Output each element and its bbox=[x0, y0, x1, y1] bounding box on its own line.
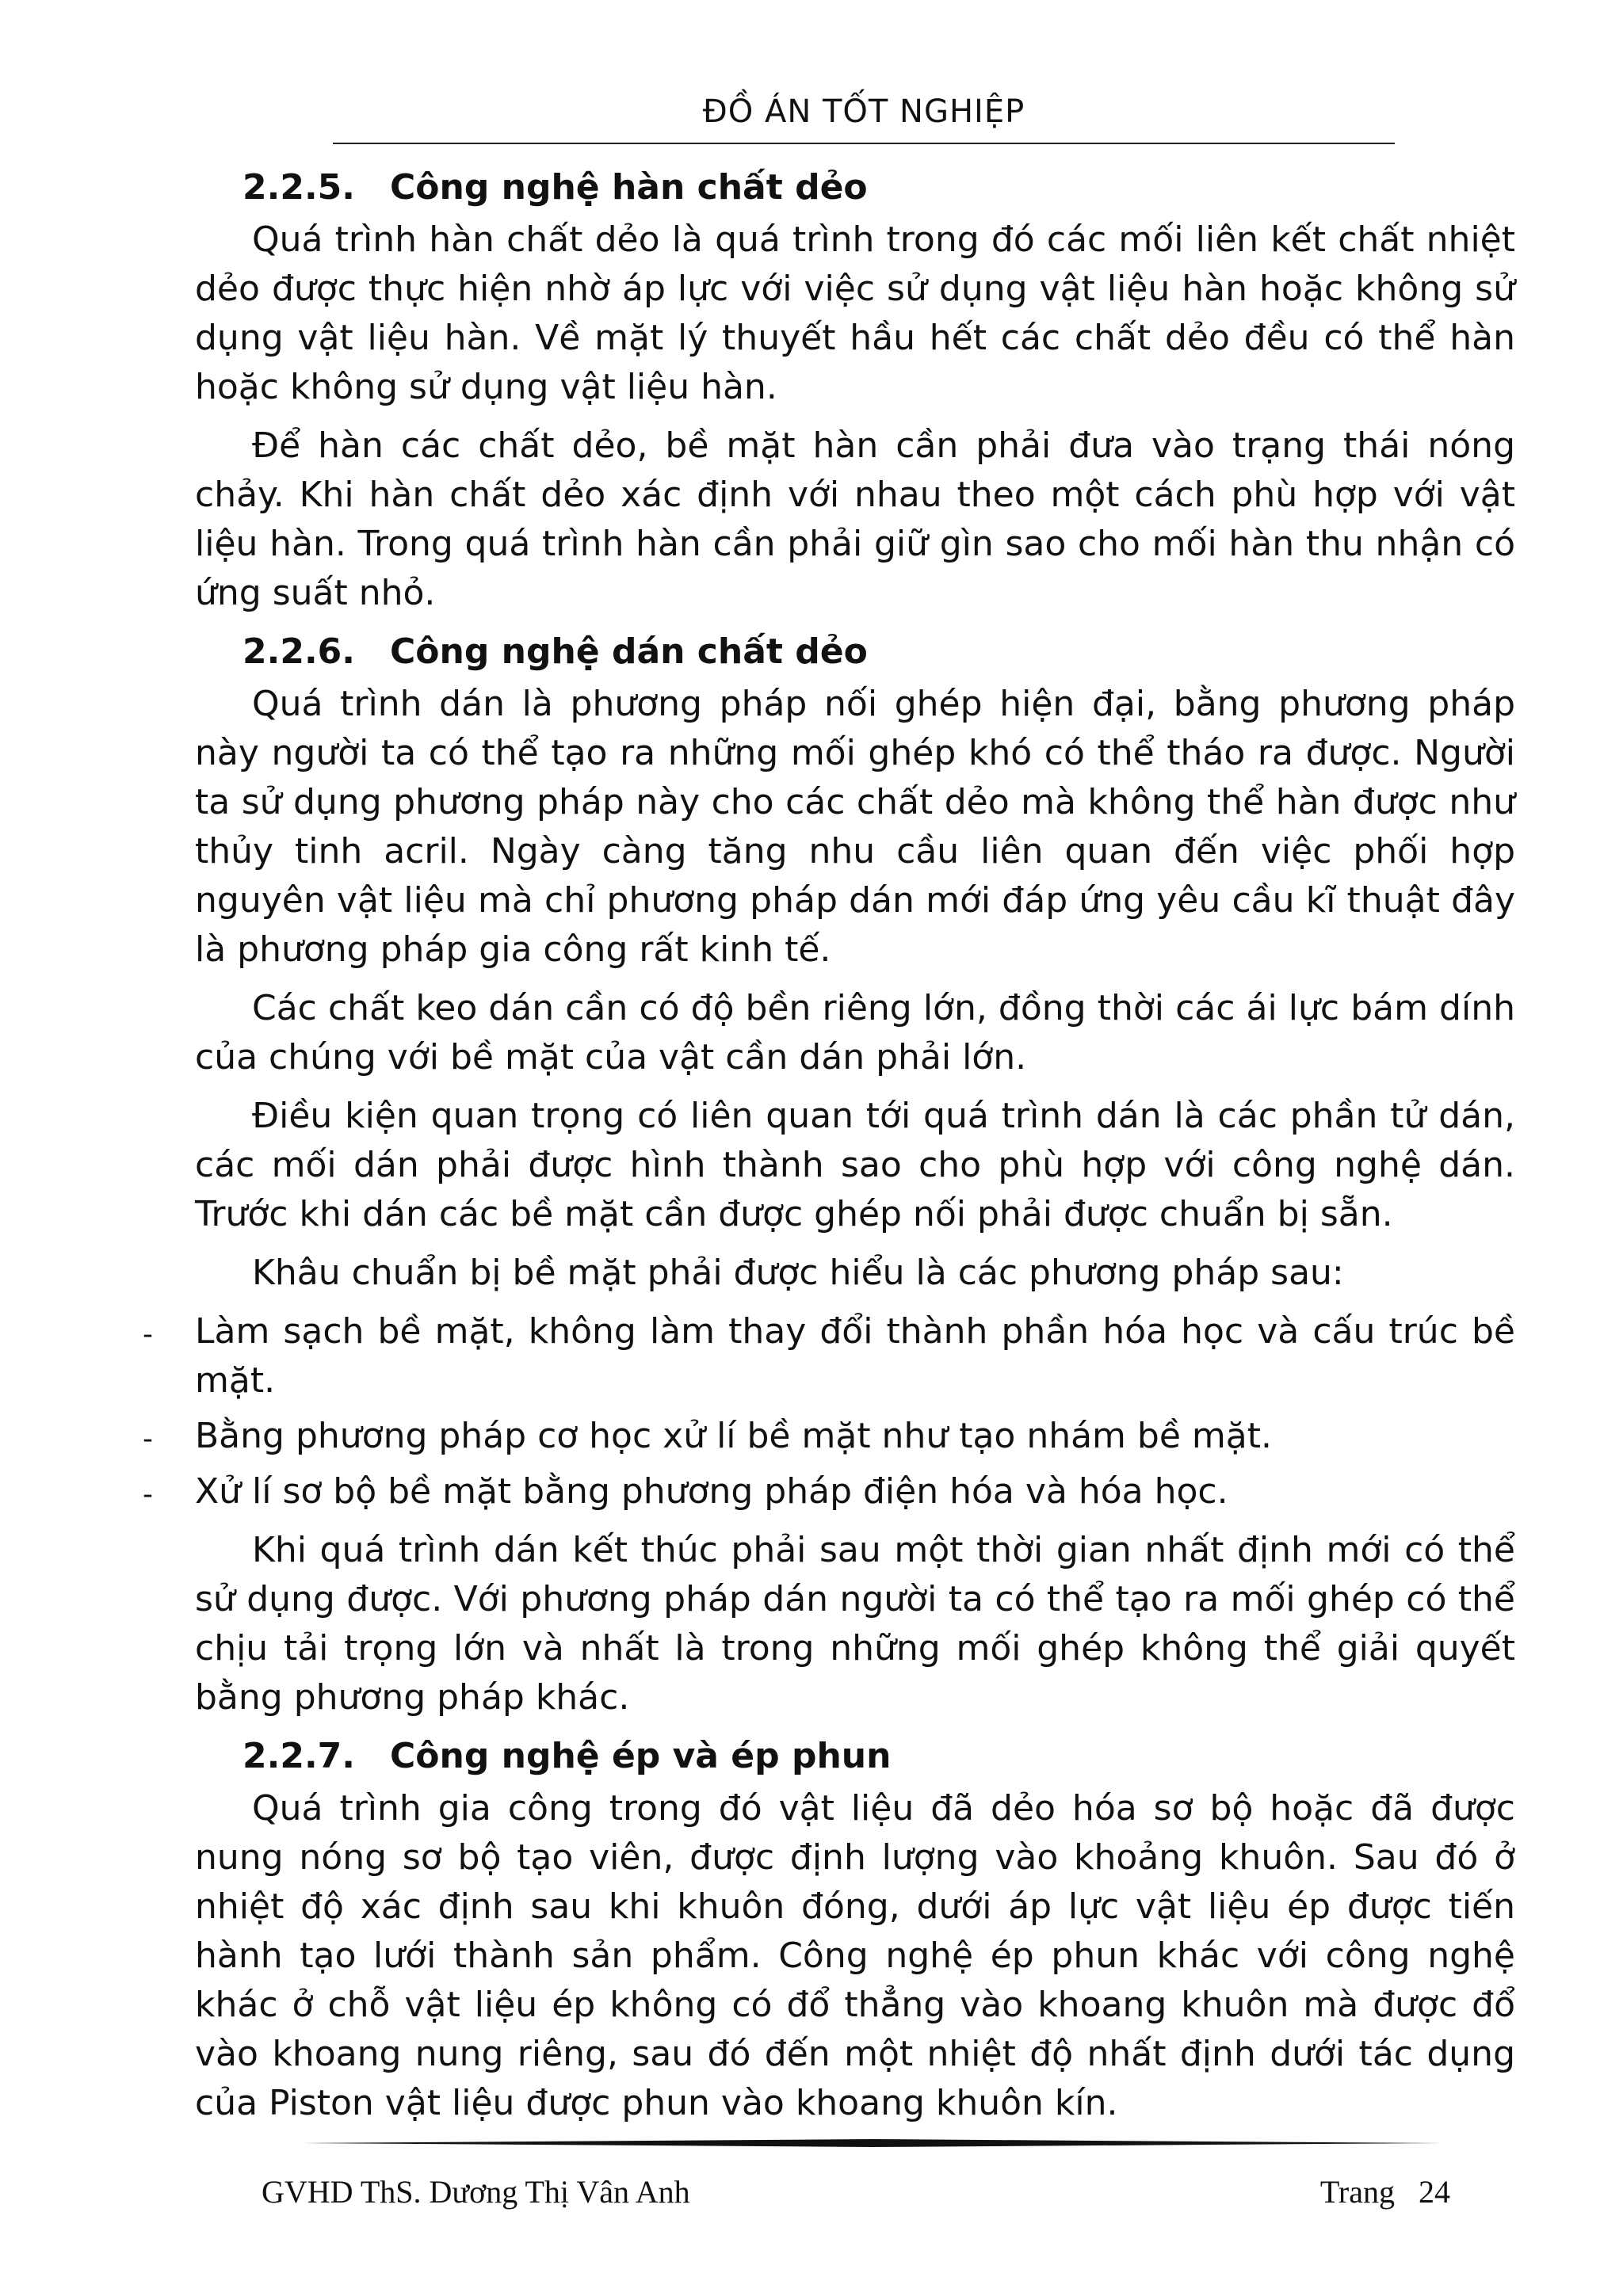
footer-page-label: Trang bbox=[1319, 2174, 1395, 2210]
list-item bbox=[143, 1307, 1515, 1405]
paragraph: Khâu chuẩn bị bề mặt phải được hiểu là các phương pháp sau: bbox=[252, 1253, 1344, 1293]
bullet-list bbox=[143, 1307, 1515, 1516]
paragraph: Quá trình hàn chất dẻo là quá trình trong đó các mối liên kết chất nhiệt dẻo được thực hiện nhờ áp lực với việc sử dụng vật liệu hàn hoặc không sử dụng vật liệu hàn. Về mặt lý thuyết hầu hết các chất dẻo đều có thể hàn hoặc không sử dụng vật liệu hàn. bbox=[195, 219, 1515, 407]
list-item-text: Bằng phương pháp cơ học xử lí bề mặt như tạo nhám bề mặt. bbox=[195, 1416, 1272, 1456]
section-heading-2-2-5 bbox=[195, 163, 1515, 212]
section-title: Công nghệ hàn chất dẻo bbox=[390, 167, 868, 208]
footer-page-info bbox=[1320, 2173, 1450, 2210]
page-number: 24 bbox=[1419, 2174, 1450, 2210]
section-heading-2-2-7 bbox=[195, 1732, 1515, 1781]
paragraph: Điều kiện quan trọng có liên quan tới quá trình dán là các phần tử dán, các mối dán phải được hình thành sao cho phù hợp với công nghệ dán. Trước khi dán các bề mặt cần được ghép nối phải được chuẩn bị sẵn. bbox=[195, 1096, 1515, 1234]
header-divider bbox=[333, 143, 1395, 144]
paragraph: Quá trình gia công trong đó vật liệu đã dẻo hóa sơ bộ hoặc đã được nung nóng sơ bộ tạo viên, được định lượng vào khoảng khuôn. Sau đó ở nhiệt độ xác định sau khi khuôn đóng, dưới áp lực vật liệu ép được tiến hành tạo lưới thành sản phẩm. Công nghệ ép phun khác với công nghệ khác ở chỗ vật liệu ép không có đổ thẳng vào khoang khuôn mà được đổ vào khoang nung riêng, sau đó đến một nhiệt độ nhất định dưới tác dụng của Piston vật liệu được phun vào khoang khuôn kín. bbox=[195, 1788, 1515, 2123]
list-item bbox=[143, 1412, 1515, 1461]
paragraph: Để hàn các chất dẻo, bề mặt hàn cần phải đưa vào trạng thái nóng chảy. Khi hàn chất dẻo xác định với nhau theo một cách phù hợp với vật liệu hàn. Trong quá trình hàn cần phải giữ gìn sao cho mối hàn thu nhận có ứng suất nhỏ. bbox=[195, 425, 1515, 613]
bullet-marker: - bbox=[143, 1478, 153, 1511]
list-item bbox=[143, 1467, 1515, 1516]
paragraph: Khi quá trình dán kết thúc phải sau một thời gian nhất định mới có thể sử dụng được. Với phương pháp dán người ta có thể tạo ra mối ghép có thể chịu tải trọng lớn và nhất là trong những mối ghép không thể giải quyết bằng phương pháp khác. bbox=[195, 1530, 1515, 1718]
section-title: Công nghệ dán chất dẻo bbox=[390, 631, 868, 672]
bullet-marker: - bbox=[143, 1318, 153, 1351]
section-heading-2-2-6 bbox=[195, 627, 1515, 677]
footer-divider bbox=[301, 2139, 1442, 2147]
section-number: 2.2.7. bbox=[242, 1736, 355, 1776]
bullet-marker: - bbox=[143, 1423, 153, 1455]
list-item-text: Xử lí sơ bộ bề mặt bằng phương pháp điện hóa và hóa học. bbox=[195, 1471, 1228, 1512]
footer-supervisor: GVHD ThS. Dương Thị Vân Anh bbox=[262, 2174, 690, 2210]
section-title: Công nghệ ép và ép phun bbox=[390, 1736, 892, 1776]
list-item-text: Làm sạch bề mặt, không làm thay đổi thành phần hóa học và cấu trúc bề mặt. bbox=[195, 1311, 1515, 1401]
section-number: 2.2.6. bbox=[242, 631, 355, 672]
section-number: 2.2.5. bbox=[242, 167, 355, 208]
document-body bbox=[143, 163, 1515, 2138]
paragraph: Các chất keo dán cần có độ bền riêng lớn, đồng thời các ái lực bám dính của chúng với bề mặt của vật cần dán phải lớn. bbox=[195, 988, 1515, 1077]
page-header-title: ĐỒ ÁN TỐT NGHIỆP bbox=[702, 93, 1025, 130]
paragraph: Quá trình dán là phương pháp nối ghép hiện đại, bằng phương pháp này người ta có thể tạo ra những mối ghép khó có thể tháo ra được. Người ta sử dụng phương pháp này cho các chất dẻo mà không thể hàn được như thủy tinh acril. Ngày càng tăng nhu cầu liên quan đến việc phối hợp nguyên vật liệu mà chỉ phương pháp dán mới đáp ứng yêu cầu kĩ thuật đây là phương pháp gia công rất kinh tế. bbox=[195, 684, 1515, 970]
